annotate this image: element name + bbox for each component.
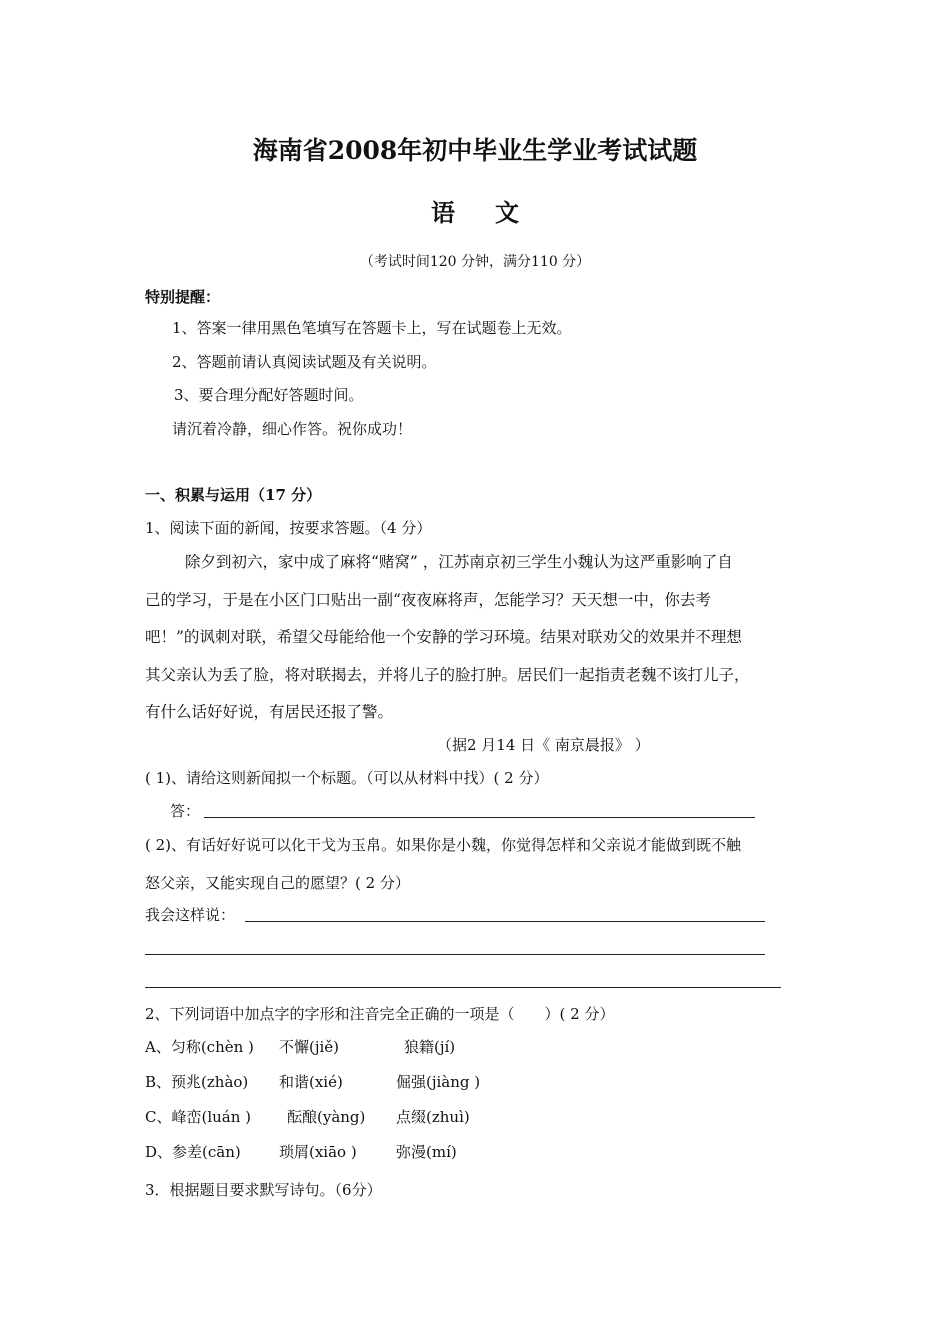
answer-label: 答： [170,802,201,820]
q3-prompt: 3．根据题目要求默写诗句。（6分） [145,1181,382,1199]
exam-title: 海南省2008年初中毕业生学业考试试题 [252,136,698,165]
q2-option-a-word-3: 狼籍(jí) [404,1038,456,1056]
q2-option-c-word-3: 点缀(zhuì) [396,1108,470,1126]
reminder-item-1: 1、答案一律用黑色笔填写在答题卡上，写在试题卷上无效。 [172,319,572,337]
reminder-wish: 请沉着冷静，细心作答。祝你成功！ [172,420,413,438]
q2-option-b-word-3: 倔强(jiàng ) [396,1073,481,1091]
q2-option-b-word-2: 和谐(xié) [279,1073,343,1091]
news-source: （据2 月14 日《 南京晨报》 ） [437,736,650,754]
q2-option-c-word-1: C、峰峦(luán ) [145,1108,252,1126]
q1-prompt: 1、阅读下面的新闻，按要求答题。（4 分） [145,519,432,537]
q2-option-d-word-3: 弥漫(mí) [396,1143,457,1161]
q1-sub2-line-1: ( 2)、有话好好说可以化干戈为玉帛。如果你是小魏，你觉得怎样和父亲说才能做到既不触 [145,836,742,854]
section-heading: 一、积累与运用（17 分） [145,486,322,504]
subject-title: 语文 [431,198,559,227]
q2-option-b-word-1: B、预兆(zhào) [145,1073,249,1091]
q2-option-d-word-2: 琐屑(xiāo ) [279,1143,357,1161]
answer-line[interactable] [204,817,755,818]
q2-option-d-word-1: D、参差(cān) [145,1143,241,1161]
say-label: 我会这样说： [145,906,236,924]
reminder-item-2: 2、答题前请认真阅读试题及有关说明。 [172,353,437,371]
q2-option-c-word-2: 酝酿(yàng) [287,1108,366,1126]
say-line-2[interactable] [145,954,765,955]
say-line-3[interactable] [145,987,781,988]
say-line-1[interactable] [245,921,765,922]
reminder-heading: 特别提醒： [145,288,221,306]
q1-sub1: ( 1)、请给这则新闻拟一个标题。（可以从材料中找）( 2 分） [145,769,549,787]
passage-line-5: 有什么话好好说，有居民还报了警。 [145,703,394,721]
q2-option-a-word-2: 不懈(jiě) [279,1038,340,1056]
q1-sub2-line-2: 怒父亲，又能实现自己的愿望？( 2 分） [145,874,410,892]
reminder-item-3: 3、要合理分配好答题时间。 [174,386,364,404]
passage-line-4: 其父亲认为丢了脸，将对联揭去，并将儿子的脸打肿。居民们一起指责老魏不该打儿子， [145,666,750,684]
exam-info: （考试时间120 分钟，满分110 分） [359,254,591,270]
q2-prompt: 2、下列词语中加点字的字形和注音完全正确的一项是（ ）( 2 分） [145,1005,615,1023]
passage-line-3: 吧！”的讽刺对联，希望父母能给他一个安静的学习环境。结果对联劝父的效果并不理想 [145,628,742,646]
passage-line-1: 除夕到初六，家中成了麻将“赌窝” ，江苏南京初三学生小魏认为这严重影响了自 [185,553,733,571]
q2-option-a-word-1: A、匀称(chèn ) [145,1038,254,1056]
passage-line-2: 己的学习，于是在小区门口贴出一副“夜夜麻将声，怎能学习？天天想一中，你去考 [145,591,711,609]
